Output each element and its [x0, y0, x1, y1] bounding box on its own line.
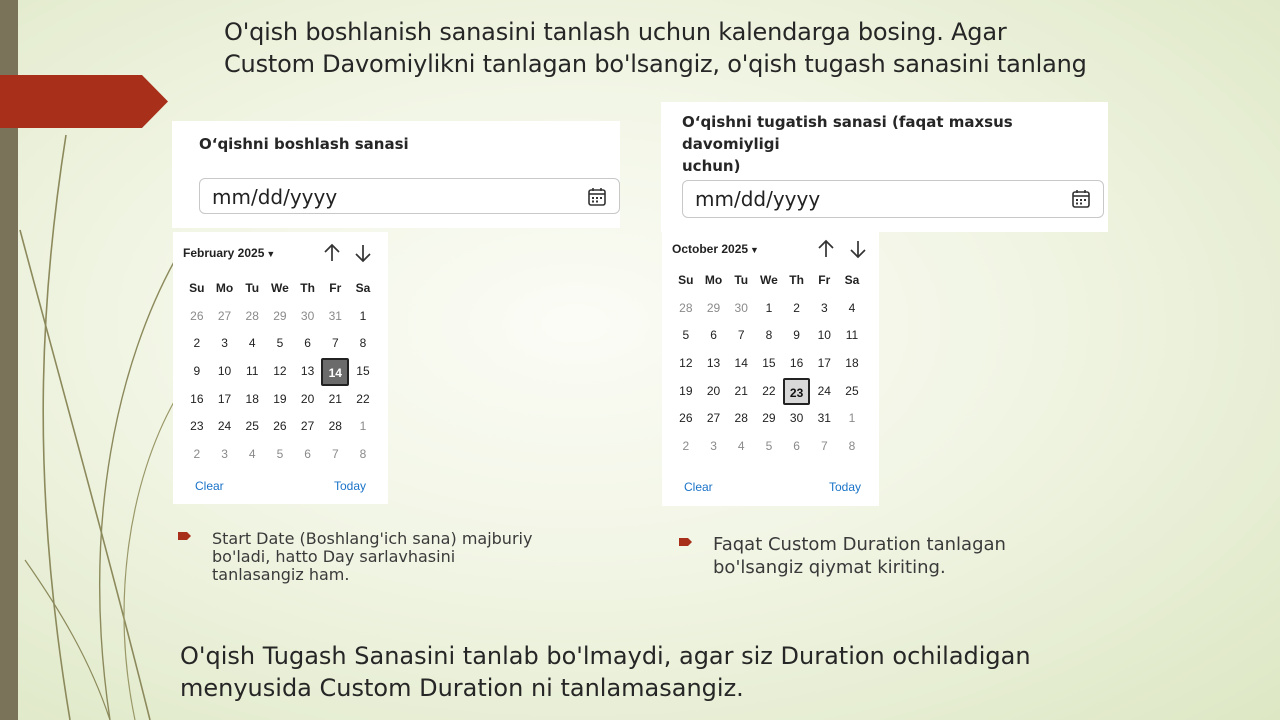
day-cell[interactable]: 30: [789, 411, 804, 426]
title-line-2: Custom Davomiylikni tanlagan bo'lsangiz, o'qish tugash sanasini tanlang: [224, 50, 1087, 78]
day-cell[interactable]: 10: [817, 328, 831, 343]
day-cell[interactable]: 19: [679, 383, 693, 398]
day-cell[interactable]: 24: [817, 383, 831, 398]
day-cell[interactable]: 4: [248, 336, 256, 351]
day-cell[interactable]: 27: [706, 411, 721, 426]
day-cell[interactable]: 14: [734, 356, 748, 371]
day-cell[interactable]: 2: [193, 447, 201, 462]
day-cell[interactable]: 19: [273, 391, 287, 406]
day-cell[interactable]: 9: [193, 364, 201, 379]
start-date-placeholder: mm/dd/yyyy: [212, 185, 338, 209]
start-date-label: O‘qishni boshlash sanasi: [199, 135, 409, 153]
weekday-label: Fr: [329, 281, 342, 295]
day-cell[interactable]: 31: [817, 411, 831, 426]
day-cell[interactable]: 2: [682, 439, 690, 454]
day-cell[interactable]: 16: [789, 356, 804, 371]
month-selector[interactable]: [672, 242, 759, 256]
day-cell[interactable]: 12: [273, 364, 287, 379]
bullet-right-text: [713, 533, 1006, 579]
month-label: October 2025: [672, 242, 749, 256]
day-cell[interactable]: 29: [706, 300, 721, 315]
weekday-label: Sa: [844, 273, 860, 287]
day-cell[interactable]: 3: [820, 300, 828, 315]
day-cell[interactable]: 18: [845, 356, 859, 371]
day-cell[interactable]: 17: [817, 356, 831, 371]
weekday-label: Mo: [215, 281, 234, 295]
end-date-input[interactable]: [682, 180, 1104, 218]
day-cell[interactable]: 28: [245, 308, 259, 323]
arrow-up-icon[interactable]: [815, 238, 837, 260]
day-cell[interactable]: 1: [359, 308, 367, 323]
day-cell[interactable]: 4: [737, 439, 745, 454]
day-cell[interactable]: 5: [765, 439, 773, 454]
weekday-label: Su: [678, 273, 694, 287]
arrow-down-icon[interactable]: [352, 242, 374, 264]
day-cell[interactable]: 22: [356, 391, 370, 406]
caret-down-icon: ▼: [750, 245, 759, 255]
day-cell[interactable]: 7: [331, 447, 339, 462]
day-cell[interactable]: 11: [245, 364, 259, 379]
day-cell[interactable]: 21: [328, 391, 342, 406]
day-cell[interactable]: 6: [710, 328, 717, 343]
day-grid: [672, 267, 866, 461]
day-cell[interactable]: 16: [190, 391, 204, 406]
day-cell[interactable]: 29: [273, 308, 287, 323]
day-cell[interactable]: 26: [190, 308, 204, 323]
bullet-arrow-icon: [679, 537, 693, 547]
bullet-right: [679, 533, 1099, 578]
bullet-left-line: Start Date (Boshlang'ich sana) majburiy: [212, 529, 533, 548]
month-selector[interactable]: [183, 246, 275, 260]
arrow-down-icon[interactable]: [847, 238, 869, 260]
week-row: [672, 322, 866, 350]
day-cell[interactable]: 17: [217, 391, 232, 406]
weekday-label: Tu: [734, 273, 749, 287]
bullet-right-line: bo'lsangiz qiymat kiriting.: [713, 557, 946, 578]
bullet-arrow-icon: [178, 531, 192, 541]
day-cell[interactable]: 18: [245, 391, 259, 406]
week-row: [183, 358, 377, 386]
weekday-label: Fr: [818, 273, 831, 287]
day-cell[interactable]: 11: [845, 328, 859, 343]
day-cell[interactable]: 5: [276, 447, 284, 462]
day-grid: [183, 275, 377, 469]
selected-day-cell[interactable]: 23: [783, 378, 811, 406]
end-date-panel: [661, 102, 1108, 232]
weekday-label: Sa: [355, 281, 371, 295]
day-cell[interactable]: 28: [328, 419, 342, 434]
bullet-left-line: bo'ladi, hatto Day sarlavhasini: [212, 547, 456, 566]
day-cell[interactable]: 13: [300, 364, 315, 379]
day-cell[interactable]: 24: [217, 419, 232, 434]
day-cell[interactable]: 6: [304, 336, 311, 351]
day-cell[interactable]: 26: [273, 419, 287, 434]
day-cell[interactable]: 5: [682, 328, 690, 343]
day-cell[interactable]: 26: [679, 411, 693, 426]
end-date-placeholder: mm/dd/yyyy: [695, 187, 821, 211]
day-cell[interactable]: 30: [734, 300, 748, 315]
week-row: [183, 303, 377, 331]
day-cell[interactable]: 13: [706, 356, 721, 371]
day-cell[interactable]: 25: [245, 419, 259, 434]
day-cell[interactable]: 4: [248, 447, 256, 462]
bullet-left-line: tanlasangiz ham.: [212, 565, 350, 584]
day-cell[interactable]: 10: [217, 364, 232, 379]
day-cell[interactable]: 6: [793, 439, 800, 454]
day-cell[interactable]: 8: [359, 447, 367, 462]
end-date-label-line1: O‘qishni tugatish sanasi (faqat maxsus davomiyligi: [682, 113, 1013, 153]
day-cell[interactable]: 2: [793, 300, 800, 315]
weekday-label: Th: [789, 273, 804, 287]
day-cell[interactable]: 3: [221, 336, 228, 351]
slide-title: [224, 16, 1264, 80]
month-label: February 2025: [183, 246, 265, 260]
today-button[interactable]: Today: [334, 479, 367, 493]
day-cell[interactable]: 7: [331, 336, 339, 351]
slide-footer: [180, 640, 1031, 704]
week-row: [672, 350, 866, 378]
end-date-label: [682, 111, 1108, 177]
start-date-input[interactable]: [199, 178, 620, 214]
week-row: [672, 433, 866, 461]
clear-button[interactable]: Clear: [195, 479, 224, 493]
day-cell[interactable]: 3: [710, 439, 717, 454]
day-cell[interactable]: 21: [734, 383, 748, 398]
weekday-label: Mo: [704, 273, 723, 287]
day-cell[interactable]: 1: [359, 419, 367, 434]
day-cell[interactable]: 3: [221, 447, 228, 462]
day-cell[interactable]: 28: [679, 300, 693, 315]
day-cell[interactable]: 12: [679, 356, 693, 371]
week-row: [672, 378, 866, 406]
day-cell[interactable]: 8: [765, 328, 773, 343]
day-cell[interactable]: 15: [762, 356, 776, 371]
bullet-left: [178, 530, 598, 590]
start-date-panel: [172, 121, 620, 228]
day-cell[interactable]: 30: [300, 308, 315, 323]
selected-day-cell[interactable]: 14: [321, 358, 349, 386]
day-cell[interactable]: 29: [762, 411, 776, 426]
day-cell[interactable]: 7: [820, 439, 828, 454]
weekday-label: Th: [300, 281, 315, 295]
calendar-icon[interactable]: [587, 187, 607, 207]
day-cell[interactable]: 9: [793, 328, 800, 343]
week-row: [672, 405, 866, 433]
footer-line-2: menyusida Custom Duration ni tanlamasangiz.: [180, 674, 744, 702]
day-cell[interactable]: 27: [300, 419, 315, 434]
weekday-label: We: [271, 281, 289, 295]
day-cell[interactable]: 25: [845, 383, 859, 398]
day-cell[interactable]: 4: [848, 300, 856, 315]
week-row: [183, 330, 377, 358]
day-cell[interactable]: 6: [304, 447, 311, 462]
day-cell[interactable]: 20: [706, 383, 721, 398]
bullet-right-line: Faqat Custom Duration tanlagan: [713, 534, 1006, 555]
day-cell[interactable]: 2: [193, 336, 201, 351]
day-cell[interactable]: 31: [328, 308, 342, 323]
day-cell[interactable]: 22: [762, 383, 776, 398]
weekday-header-row: [183, 275, 377, 303]
weekday-header-row: [672, 267, 866, 295]
weekday-label: Su: [189, 281, 205, 295]
bullet-left-text: [212, 530, 532, 584]
day-cell[interactable]: 20: [300, 391, 315, 406]
weekday-label: We: [760, 273, 778, 287]
week-row: [183, 413, 377, 441]
end-date-calendar: [662, 228, 879, 506]
clear-button[interactable]: Clear: [684, 480, 713, 494]
end-date-label-line2: uchun): [682, 157, 741, 175]
day-cell[interactable]: 23: [190, 419, 204, 434]
footer-line-1: O'qish Tugash Sanasini tanlab bo'lmaydi, agar siz Duration ochiladigan: [180, 642, 1031, 670]
day-cell[interactable]: 8: [848, 439, 856, 454]
title-line-1: O'qish boshlanish sanasini tanlash uchun kalendarga bosing. Agar: [224, 18, 1007, 46]
day-cell[interactable]: 28: [734, 411, 748, 426]
red-arrow-shape: [0, 75, 168, 128]
day-cell[interactable]: 1: [765, 300, 773, 315]
week-row: [672, 295, 866, 323]
day-cell[interactable]: 27: [217, 308, 232, 323]
calendar-icon[interactable]: [1071, 189, 1091, 209]
day-cell[interactable]: 15: [356, 364, 370, 379]
day-cell[interactable]: 5: [276, 336, 284, 351]
weekday-label: Tu: [245, 281, 260, 295]
day-cell[interactable]: 1: [848, 411, 856, 426]
week-row: [183, 386, 377, 414]
start-date-calendar: [173, 232, 388, 504]
day-cell[interactable]: 7: [737, 328, 745, 343]
today-button[interactable]: Today: [829, 480, 862, 494]
day-cell[interactable]: 8: [359, 336, 367, 351]
week-row: [183, 441, 377, 469]
caret-down-icon: ▼: [266, 249, 276, 259]
arrow-up-icon[interactable]: [321, 242, 343, 264]
